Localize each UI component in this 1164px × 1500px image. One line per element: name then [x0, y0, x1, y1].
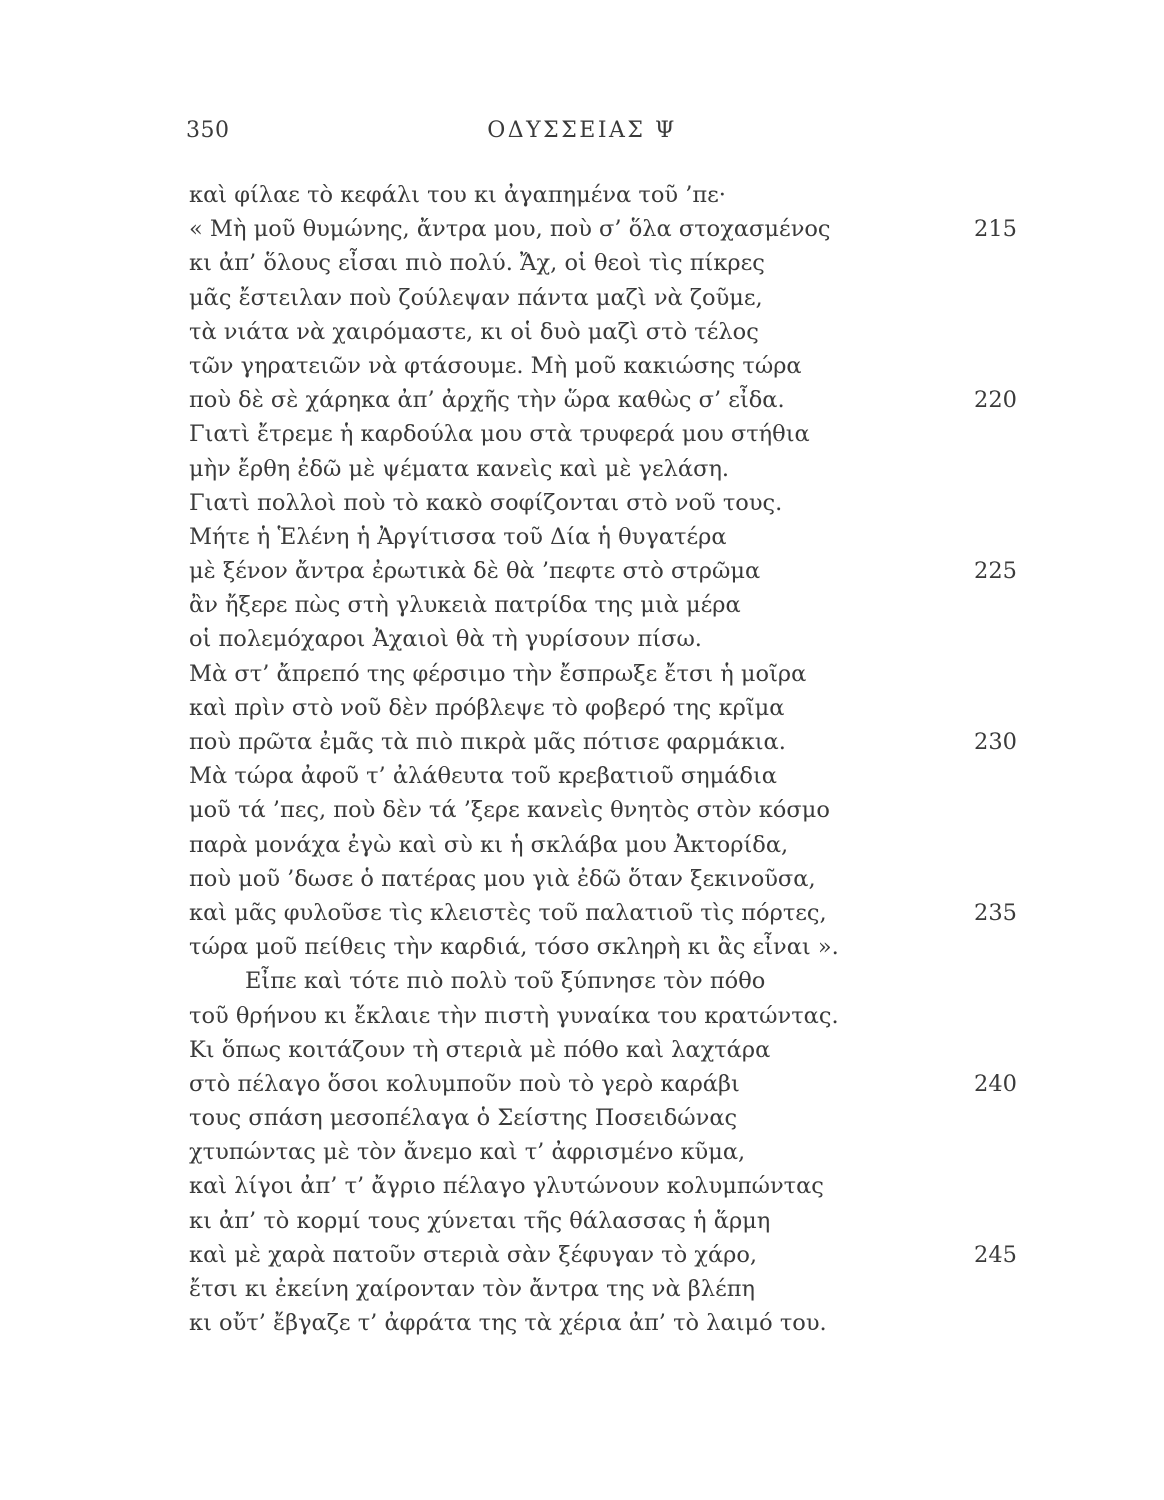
verse-line	[189, 1067, 1029, 1101]
verse-text: ἔτσι κι ἐκείνη χαίρονταν τὸν ἄντρα της νὰ βλέπη	[189, 1276, 756, 1302]
verse-line	[189, 417, 1029, 451]
verse-text: Γιατὶ πολλοὶ ποὺ τὸ κακὸ σοφίζονται στὸ νοῦ τους.	[189, 489, 783, 516]
line-number: 220	[974, 387, 1017, 414]
verse-line	[189, 281, 1029, 315]
verse-text: τοῦ θρήνου κι ἔκλαιε τὴν πιστὴ γυναίκα του κρατώντας.	[189, 1002, 839, 1029]
verse-line	[189, 862, 1029, 896]
verse-line	[189, 657, 1029, 691]
verse-text: « Μὴ μοῦ θυμώνης, ἄντρα μου, ποὺ σ’ ὅλα στοχασμένος	[189, 216, 831, 243]
verse-text: κι οὔτ’ ἔβγαζε τ’ ἀφράτα της τὰ χέρια ἀπ’ τὸ λαιμό του.	[189, 1310, 827, 1337]
verse-text: τους σπάση μεσοπέλαγα ὁ Σείστης Ποσειδώνας	[189, 1105, 738, 1132]
verse-text: καὶ φίλαε τὸ κεφάλι του κι ἀγαπημένα τοῦ ’πε·	[189, 182, 726, 208]
verse-text: Κι ὅπως κοιτάζουν τὴ στεριὰ μὲ πόθο καὶ λαχτάρα	[189, 1036, 771, 1063]
line-number: 240	[974, 1070, 1017, 1097]
line-number: 225	[974, 558, 1017, 585]
verse-line	[189, 315, 1029, 349]
verse-line	[189, 588, 1029, 622]
verse-line	[189, 452, 1029, 486]
verse-line	[189, 1204, 1029, 1238]
verse-text: μοῦ τά ’πες, ποὺ δὲν τά ’ξερε κανεὶς θνητὸς στὸν κόσμο	[189, 797, 830, 824]
verse-line	[189, 793, 1029, 827]
verse-line	[189, 691, 1029, 725]
verse-line	[189, 964, 1029, 998]
verse-line	[189, 486, 1029, 520]
verse-text: οἱ πολεμόχαροι Ἀχαιοὶ θὰ τὴ γυρίσουν πίσω.	[189, 626, 702, 653]
verse-text: ἂν ἤξερε πὼς στὴ γλυκειὰ πατρίδα της μιὰ μέρα	[189, 592, 741, 619]
verse-line	[189, 1135, 1029, 1169]
verse-line	[189, 178, 1029, 212]
verse-line	[189, 930, 1029, 964]
verse-line	[189, 349, 1029, 383]
verse-line	[189, 1169, 1029, 1203]
verse-text: ποὺ μοῦ ’δωσε ὁ πατέρας μου γιὰ ἐδῶ ὅταν ξεκινοῦσα,	[189, 865, 816, 892]
verse-text: παρὰ μονάχα ἐγὼ καὶ σὺ κι ἡ σκλάβα μου Ἀκτορίδα,	[189, 831, 789, 858]
page-header	[0, 118, 1164, 152]
verse-text: ποὺ πρῶτα ἐμᾶς τὰ πιὸ πικρὰ μᾶς πότισε φαρμάκια.	[189, 729, 786, 755]
verse-text: τῶν γηρατειῶν νὰ φτάσουμε. Μὴ μοῦ κακιώσης τώρα	[189, 352, 802, 379]
verse-text: κι ἀπ’ τὸ κορμί τους χύνεται τῆς θάλασσας ἡ ἅρμη	[189, 1207, 771, 1234]
line-number: 230	[974, 729, 1017, 755]
verse-line	[189, 1272, 1029, 1306]
verse-text: κι ἀπ’ ὅλους εἶσαι πιὸ πολύ. Ἄχ, οἱ θεοὶ τὶς πίκρες	[189, 250, 765, 277]
verse-line	[189, 725, 1029, 759]
page-number: 350	[186, 118, 230, 143]
line-number: 235	[974, 899, 1017, 926]
verse-line	[189, 520, 1029, 554]
verse-line	[189, 383, 1029, 417]
line-number: 245	[974, 1241, 1017, 1268]
verse-text: χτυπώντας μὲ τὸν ἄνεμο καὶ τ’ ἀφρισμένο κῦμα,	[189, 1139, 746, 1166]
verse-text: Γιατὶ ἔτρεμε ἡ καρδούλα μου στὰ τρυφερά μου στήθια	[189, 421, 810, 448]
verse-text: καὶ πρὶν στὸ νοῦ δὲν πρόβλεψε τὸ φοβερό της κρῖμα	[189, 694, 785, 721]
verse-text: ποὺ δὲ σὲ χάρηκα ἀπ’ ἀρχῆς τὴν ὥρα καθὼς σ’ εἶδα.	[189, 387, 785, 414]
verse-line	[189, 999, 1029, 1033]
verse-text: μᾶς ἔστειλαν ποὺ ζούλεψαν πάντα μαζὶ νὰ ζοῦμε,	[189, 284, 763, 311]
verse-line	[189, 622, 1029, 656]
verse-text: τώρα μοῦ πείθεις τὴν καρδιά, τόσο σκληρὴ κι ἂς εἶναι ».	[189, 934, 839, 961]
verse-line	[189, 828, 1029, 862]
verse-text: μὴν ἔρθη ἐδῶ μὲ ψέματα κανεὶς καὶ μὲ γελάση.	[189, 455, 730, 482]
verse-text: καὶ μὲ χαρὰ πατοῦν στεριὰ σὰν ξέφυγαν τὸ χάρο,	[189, 1241, 758, 1268]
verse-text: Μήτε ἡ Ἑλένη ἡ Ἀργίτισσα τοῦ Δία ἡ θυγατέρα	[189, 523, 727, 550]
verse-text: τὰ νιάτα νὰ χαιρόμαστε, κι οἱ δυὸ μαζὶ στὸ τέλος	[189, 318, 759, 345]
verse-line	[189, 212, 1029, 246]
poem-text	[189, 178, 1029, 1340]
verse-text: μὲ ξένον ἄντρα ἐρωτικὰ δὲ θὰ ’πεφτε στὸ στρῶμα	[189, 558, 761, 585]
verse-text: Εἶπε καὶ τότε πιὸ πολὺ τοῦ ξύπνησε τὸν πόθο	[245, 968, 766, 995]
verse-line	[189, 896, 1029, 930]
verse-text: καὶ μᾶς φυλοῦσε τὶς κλειστὲς τοῦ παλατιοῦ τὶς πόρτες,	[189, 899, 827, 926]
verse-text: Μὰ στ’ ἄπρεπό της φέρσιμο τὴν ἔσπρωξε ἔτσι ἡ μοῖρα	[189, 660, 807, 687]
line-number: 215	[974, 216, 1017, 243]
verse-line	[189, 554, 1029, 588]
running-title: ΟΔΥΣΣΕΙΑΣ Ψ	[487, 118, 677, 143]
verse-line	[189, 1033, 1029, 1067]
verse-line	[189, 1101, 1029, 1135]
verse-text: στὸ πέλαγο ὅσοι κολυμποῦν ποὺ τὸ γερὸ καράβι	[189, 1070, 740, 1097]
verse-text: καὶ λίγοι ἀπ’ τ’ ἄγριο πέλαγο γλυτώνουν κολυμπώντας	[189, 1173, 824, 1200]
verse-text: Μὰ τώρα ἀφοῦ τ’ ἀλάθευτα τοῦ κρεβατιοῦ σημάδια	[189, 763, 777, 790]
verse-line	[189, 1306, 1029, 1340]
verse-line	[189, 759, 1029, 793]
verse-line	[189, 1238, 1029, 1272]
verse-line	[189, 246, 1029, 280]
